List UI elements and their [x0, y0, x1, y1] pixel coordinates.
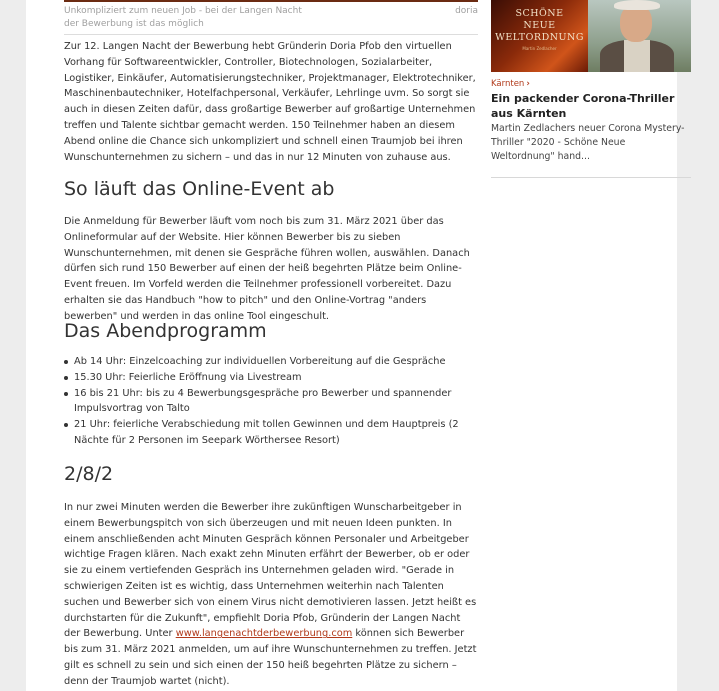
article-282-paragraph: In nur zwei Minuten werden die Bewerber ihre zukünftigen Wunscharbeitgeber in einem Bewerbungspitch von sich überzeugen und mit neuen Ideen punkten. In einem anschließenden acht Minuten Gespräch können Personaler und Arbeitgeber wichtige Fragen klären. Nach exakt zehn Minuten erfährt der Bewerber, ob er oder sie zu einem vertiefenden Gespräch ins Unternehmen geladen wird. "Gerade in schwierigen Zeiten ist es wichtig, dass Unternehmen weiterhin nach Talenten suchen und Bewerber sich von einem Virus nicht demotivieren lassen. Jetzt heißt es durchstarten für die Zukunft", empfiehlt Doria Pfob, Gründerin der Langen Nacht der Bewerbung. Unter — [64, 502, 477, 640]
caption-text: Unkompliziert zum neuen Job - bei der Langen Nacht der Bewerbung ist das möglich — [64, 6, 302, 29]
photo-shirt-front — [624, 40, 650, 72]
sidebar-category-link[interactable] — [491, 79, 530, 89]
book-title-line: NEUE — [523, 20, 556, 31]
photo-hat — [614, 0, 660, 10]
header-image-edge — [64, 0, 478, 2]
image-caption — [64, 4, 478, 35]
book-author: Martin Zedlacher — [522, 46, 557, 51]
chevron-right-icon: › — [526, 79, 530, 89]
sidebar-article-teaser: Martin Zedlachers neuer Corona Mystery-Thriller "2020 - Schöne Neue Weltordnung" hand... — [491, 123, 685, 162]
content-page — [26, 0, 685, 691]
website-link[interactable]: www.langenachtderbewerbung.com — [175, 628, 353, 640]
book-title-line: WELTORDNUNG — [495, 32, 584, 43]
promo-image[interactable] — [491, 0, 691, 72]
article-event-text: Die Anmeldung für Bewerber läuft vom noch bis zum 31. März 2021 über das Onlineformular auf der Website. Hier können Bewerber bis zu sieben Wunschunternehmen, mit denen sie Gespräche führen wollen, auswählen. Danach dürfen sich rund 150 Bewerber auf einen der heiß begehrten Plätze beim Online-Event freuen. Im Vorfeld werden die Teilnehmer professionell vorbereitet. Dazu erhalten sie das Handbuch "how to pitch" und den Online-Vortrag "anders bewerben" und werden in das online Tool eingeschult. — [64, 216, 470, 322]
heading-event: So läuft das Online-Event ab — [64, 178, 335, 200]
book-title-line: SCHÖNE — [515, 8, 564, 19]
author-photo — [588, 0, 691, 72]
program-list — [74, 354, 478, 449]
article-282-closing: können sich Bewerber bis zum 31. März 2021 anmelden, um auf ihre Wunschunternehmen zu treffen. Jetzt gilt es schnell zu sein und sich einen der 150 heiß begehrten Plätze zu sichern – denn der Traumjob wartet (nicht). — [64, 628, 477, 687]
program-item: 21 Uhr: feierliche Verabschiedung mit tollen Gewinnen und dem Hauptpreis (2 Nächte für 2 Personen im Seepark Wörthersee Resort) — [74, 417, 478, 449]
program-item: 16 bis 21 Uhr: bis zu 4 Bewerbungsgespräche pro Bewerber und spannender Impulsvortrag von Talto — [74, 386, 478, 418]
article-intro: Zur 12. Langen Nacht der Bewerbung hebt Gründerin Doria Pfob den virtuellen Vorhang für Softwareentwickler, Controller, Biotechnologen, Sozialarbeiter, Logistiker, Einkäufer, Automatisierungstechniker, Projektmanager, Elektrotechniker, Maschinenbautechniker, Hotelfachpersonal, Verkäufer, Lehrlinge uvm. So sorgt sie auch in diesen Zeiten dafür, dass großartige Bewerber auf großartige Unternehmen treffen und Talente sichtbar gemacht werden. 150 Teilnehmer haben an diesem Abend online die Chance sich unkompliziert und schnell einen Traumjob bei ihren Wunschunternehmen zu sichern – und das in nur 12 Minuten von zuhause aus. — [64, 41, 476, 163]
heading-program: Das Abendprogramm — [64, 320, 267, 342]
caption-credit: doria — [455, 6, 478, 16]
sidebar-article-title[interactable]: Ein packender Corona-Thriller aus Kärnten — [491, 92, 675, 120]
program-item: 15.30 Uhr: Feierliche Eröffnung via Livestream — [74, 370, 478, 386]
book-cover — [491, 0, 588, 72]
heading-282: 2/8/2 — [64, 463, 114, 485]
article-282-text — [64, 500, 478, 690]
divider — [491, 177, 691, 178]
program-item: Ab 14 Uhr: Einzelcoaching zur individuellen Vorbereitung auf die Gespräche — [74, 354, 478, 370]
category-label: Kärnten — [491, 79, 525, 89]
